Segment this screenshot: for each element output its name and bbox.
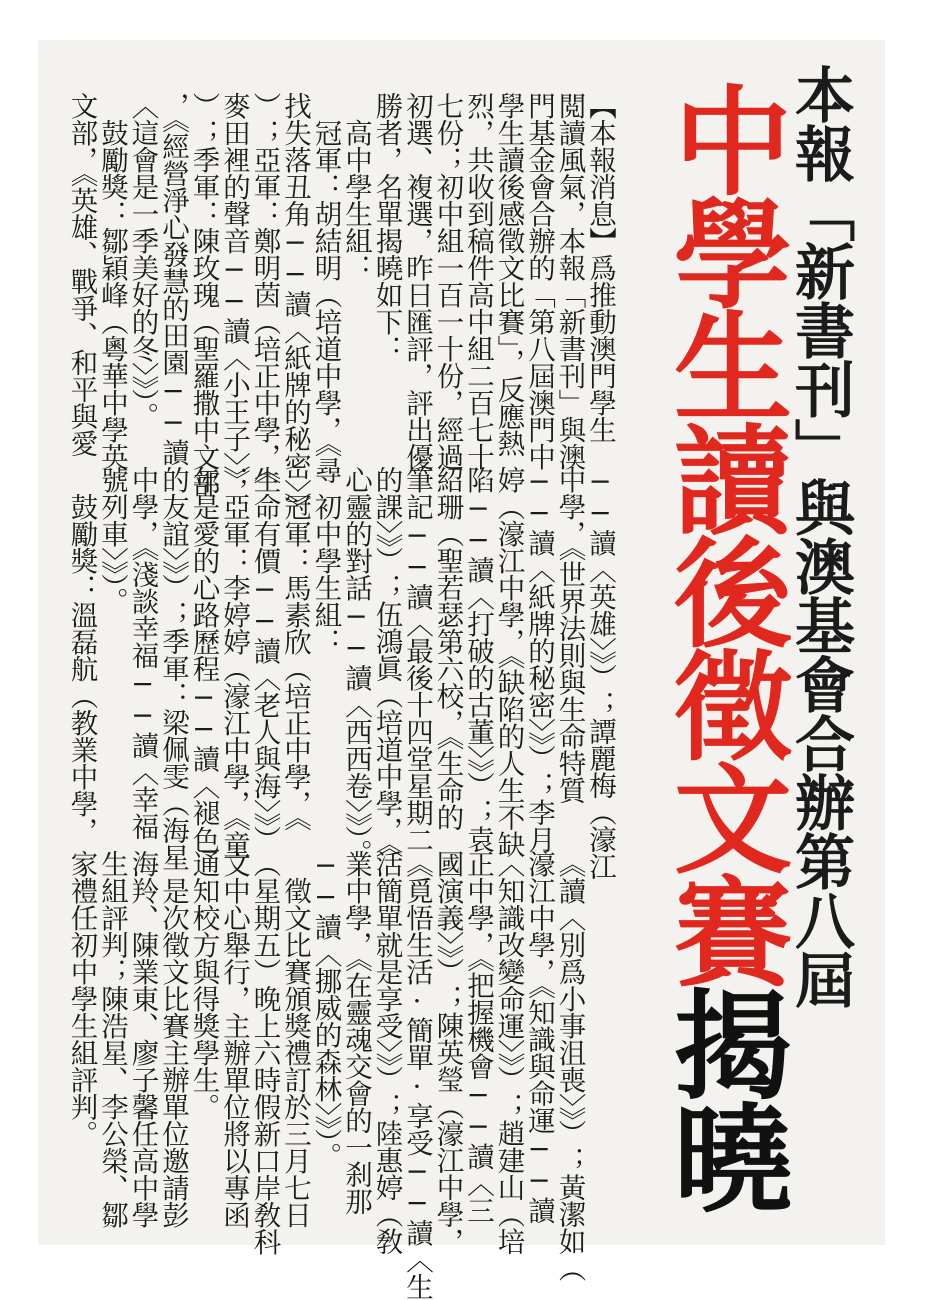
article-column-line: ，《經營淨心發慧的田園──讀 bbox=[157, 92, 189, 466]
article-body-block-3 bbox=[65, 850, 586, 1300]
article-column-line: 心靈的對話──讀〈西西卷〉》）。 bbox=[340, 466, 372, 866]
article-column-line: 婷（濠江中學，《缺陷的人生不缺 bbox=[492, 466, 525, 858]
article-column-line: 濠江中學，《知識與命運──讀 bbox=[523, 850, 555, 1224]
article-column-line: 烈，共收到稿件高中組二百七十 bbox=[462, 92, 494, 470]
article-column-line: 高中學生組： bbox=[340, 92, 372, 281]
article-column-line: 徵文比賽頒獎禮訂於三月七日 bbox=[279, 850, 311, 1228]
article-column-line: 冠軍：胡結明（培道中學，《尋 bbox=[309, 92, 342, 484]
subheadline: 本報「新書刊」與澳基會合辦第八屆 bbox=[785, 64, 855, 1008]
article-column-line: 紹珊（聖若瑟第六校，《生命的 bbox=[431, 466, 464, 831]
article-column-line: 〈知識改變命運〉》）；趙建山（培 bbox=[492, 850, 525, 1255]
article-column-line: 海羚、陳業東、廖子馨任高中學 bbox=[126, 850, 159, 1228]
article-column-line: 門基金會合辦的「第八屆澳門中 bbox=[523, 92, 555, 470]
article-column-line: 筆記──讀〈最後十四堂星期二 bbox=[401, 466, 433, 853]
article-column-line: 勝者，名單揭曉如下： bbox=[370, 92, 403, 362]
article-column-line: 家禮任初中學生組評判。 bbox=[65, 850, 98, 1147]
article-column-line: 中學，《世界法則與生命特質 bbox=[553, 466, 586, 804]
article-column-line: ；亞軍：李婷婷（濠江中學，《童 bbox=[218, 466, 250, 858]
article-column-line: 通知校方與得獎學生。 bbox=[187, 850, 220, 1120]
article-column-line: ──讀〈紙牌的秘密〉》）；李月 bbox=[523, 466, 555, 853]
article-column-line: 活簡單就是享受〉》）；陸惠婷（敎 bbox=[370, 850, 403, 1255]
article-column-line: 初選、複選，昨日匯評，評出優 bbox=[401, 92, 433, 470]
article-column-line: ──讀〈英雄〉》）；譚麗梅（濠江 bbox=[584, 466, 616, 880]
headline-black-part: 揭曉 bbox=[654, 984, 792, 1210]
article-column-line: 《讀〈別爲小事沮喪〉》）；黃潔如（ bbox=[553, 850, 586, 1282]
article-body-block-2 bbox=[65, 466, 616, 880]
article-column-line: 號列車〉》）。 bbox=[96, 466, 128, 614]
article-column-line: 冠軍：馬素欣（培正中學，《 bbox=[279, 466, 311, 831]
article-column-line: （星期五）晚上六時假新口岸敎科 bbox=[248, 850, 281, 1255]
article-column-line: 文中心舉行，主辦單位將以專函 bbox=[218, 850, 250, 1228]
article-column-line: 的課〉》）；伍鴻眞（培道中學，《 bbox=[370, 466, 403, 857]
article-column-line: 正中學，《把握機會──讀〈三 bbox=[462, 850, 494, 1224]
article-column-line: 七份；初中組一百一十份，經過 bbox=[431, 92, 464, 470]
article-column-line: 陷──讀〈打破的古董〉》）；袁 bbox=[462, 466, 494, 853]
article-column-line: ）；季軍：陳玫瑰（聖羅撒中文部 bbox=[187, 92, 220, 497]
article-column-line: 生組評判；陳浩星、李公榮、鄒 bbox=[96, 850, 128, 1228]
article-body-block-1 bbox=[65, 92, 616, 520]
article-column-line: ）；亞軍：鄭明茵（培正中學，《 bbox=[248, 92, 281, 484]
article-column-line: 初中學生組： bbox=[309, 466, 342, 655]
article-column-line: 國演義〉》）；陳英瑩（濠江中學， bbox=[431, 850, 464, 1255]
article-column-line: 《覓悟生活·簡單·享受──讀〈生 bbox=[401, 850, 433, 1300]
article-column-line: 文部，《英雄、戰爭、和平與愛 bbox=[65, 92, 98, 457]
article-column-line: 是次徵文比賽主辦單位邀請彭 bbox=[157, 850, 189, 1228]
article-column-line: 鼓勵獎：溫磊航（教業中學， bbox=[65, 466, 98, 844]
article-column-line: 年是愛的心路歷程──讀〈褪色 bbox=[187, 466, 220, 853]
article-column-line: 的友誼〉》）；季軍：梁佩雯（海星 bbox=[157, 466, 189, 871]
article-column-line: ──讀〈挪威的森林〉》）。 bbox=[309, 850, 342, 1169]
headline-red-part: 中學生讀後徵文賽 bbox=[654, 80, 792, 984]
article-column-line: 生命有價──讀〈老人與海〉》） bbox=[248, 466, 281, 853]
article-column-line: 閲讀風氣，本報「新書刊」與澳 bbox=[553, 92, 586, 470]
article-column-line: 學生讀後感徵文比賽」，反應熱 bbox=[492, 92, 525, 457]
article-column-line: 找失落丑角──讀〈紙牌的秘密〉》 bbox=[279, 92, 311, 520]
article-column-line: 麥田裡的聲音──讀〈小王子〉》 bbox=[218, 92, 250, 493]
article-column-line: 〈這會是一季美好的冬〉》）。 bbox=[126, 92, 159, 429]
article-column-line: 業中學，《在靈魂交會的一刹那 bbox=[340, 850, 372, 1215]
article-column-line: 中學，《淺談幸福──讀〈幸福 bbox=[126, 466, 159, 840]
headline bbox=[654, 80, 792, 1210]
article-column-line: 鼓勵獎：鄒穎峰（粵華中學英 bbox=[96, 92, 128, 470]
article-column-line: 【本報消息】爲推動澳門學生 bbox=[584, 92, 616, 443]
